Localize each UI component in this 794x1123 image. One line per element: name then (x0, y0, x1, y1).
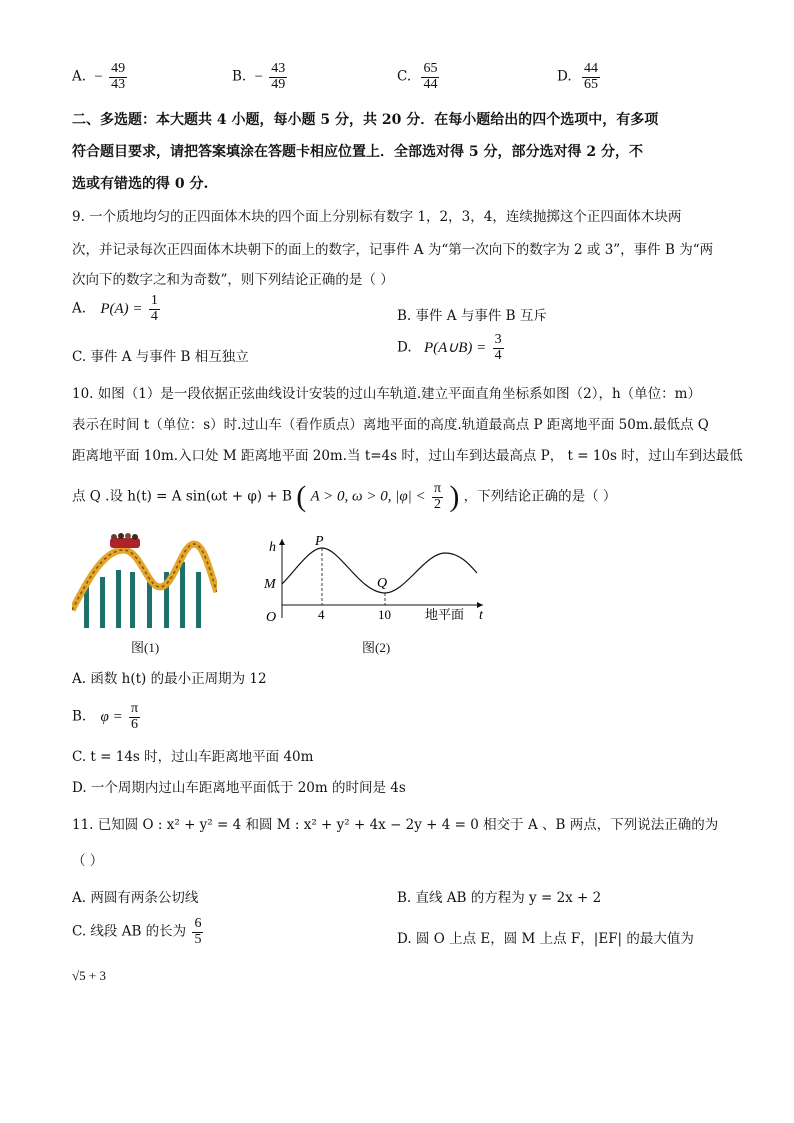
fraction (421, 62, 439, 92)
option-label: D. (397, 339, 412, 356)
numerator: π (130, 701, 139, 716)
fraction (149, 294, 160, 324)
option-label: A. (72, 300, 87, 317)
t-label: t (479, 608, 483, 623)
fraction (192, 917, 203, 947)
denominator: 43 (111, 76, 126, 92)
left-paren: ( (296, 480, 307, 513)
q8-option-b (232, 62, 289, 92)
q10-stem-line1: 10. 如图（1）是一段依据正弦曲线设计安装的过山车轨道.建立平面直角坐标系如图（2），h（单位：m） (72, 386, 701, 402)
numerator: 65 (423, 61, 438, 76)
math-expression: φ = (100, 708, 123, 725)
fraction (493, 333, 504, 363)
option-label: B. (232, 68, 247, 85)
q10-option-b (72, 702, 142, 732)
option-label: A. (72, 68, 87, 85)
q10-option-c: C. t = 14s 时，过山车距离地平面 40m (72, 749, 314, 765)
fraction (129, 702, 140, 732)
minus-sign: − (94, 68, 103, 85)
q11-option-a: A. 两圆有两条公切线 (72, 890, 199, 906)
q11-option-d-continued: √5 + 3 (72, 968, 106, 983)
q9-stem-line1: 9. 一个质地均匀的正四面体木块的四个面上分别标有数字 1，2，3，4，连续抛掷这个正四面体木块两 (72, 209, 682, 225)
q10-option-d: D. 一个周期内过山车距离地平面低于 20m 的时间是 4s (72, 780, 406, 796)
h-label: h (269, 540, 276, 555)
q11-stem-line1: 11. 已知圆 O : x² + y² = 4 和圆 M : x² + y² + 4x − 2y + 4 = 0 相交于 A 、B 两点，下列说法正确的为 (72, 817, 719, 833)
figure2-caption: 图(2) (362, 640, 391, 655)
q10-stem-line4 (72, 480, 616, 514)
q9-option-b: B. 事件 A 与事件 B 互斥 (397, 308, 547, 324)
option-label: D. (557, 68, 572, 85)
q8-option-d (557, 62, 602, 92)
section2-line1: 二、多选题：本大题共 4 小题，每小题 5 分，共 20 分．在每小题给出的四个选项中，有多项 (72, 112, 659, 128)
denominator: 4 (494, 347, 502, 363)
origin-label: O (266, 610, 277, 625)
q9-option-d (397, 333, 506, 363)
q9-stem-line2: 次，并记录每次正四面体木块朝下的面上的数字，记事件 A 为“第一次向下的数字为 2 或 3”，事件 B 为“两 (72, 242, 714, 258)
denominator: 65 (583, 76, 598, 92)
q10-stem-line2: 表示在时间 t（单位：s）时.过山车（看作质点）离地平面的高度.轨道最高点 P 距离地平面 50m.最低点 Q (72, 417, 709, 433)
figure1-caption: 图(1) (131, 640, 160, 655)
q9-option-c: C. 事件 A 与事件 B 相互独立 (72, 349, 249, 365)
tick-10: 10 (378, 607, 391, 622)
tick-4: 4 (318, 607, 325, 622)
numerator: 3 (494, 332, 502, 347)
q11-stem-line2: （ ） (72, 853, 104, 869)
q-label: Q (377, 576, 388, 591)
sine-graph (255, 533, 495, 628)
fraction (582, 62, 600, 92)
q8-option-c (397, 62, 441, 92)
numerator: 49 (111, 61, 126, 76)
q8-option-a (72, 62, 129, 92)
denominator: 44 (423, 76, 438, 92)
ground-label: 地平面 (425, 607, 465, 622)
denominator: 4 (150, 308, 158, 324)
numerator: π (433, 480, 442, 496)
q10-stem-line3: 距离地平面 10m.入口处 M 距离地平面 20m.当 t=4s 时，过山车到达最高点 P， t = 10s 时，过山车到达最低 (72, 448, 743, 464)
q9-option-a (72, 294, 162, 324)
q11-option-d: D. 圆 O 上点 E，圆 M 上点 F，|EF| 的最大值为 (397, 931, 694, 947)
option-label: C. (397, 68, 412, 85)
q11-option-b: B. 直线 AB 的方程为 y = 2x + 2 (397, 890, 602, 906)
m-label: M (264, 577, 276, 592)
roller-coaster-image (72, 532, 217, 628)
q11-option-c (72, 917, 205, 947)
function-definition: 点 Q .设 h(t) = A sin(ωt + φ) + B (72, 488, 292, 505)
numerator: 43 (271, 61, 286, 76)
right-paren: ) (449, 480, 460, 513)
p-label: P (315, 534, 324, 549)
numerator: 6 (194, 916, 202, 931)
fraction (432, 482, 443, 512)
denominator: 2 (433, 496, 441, 512)
numerator: 44 (583, 61, 598, 76)
conditions: A > 0, ω > 0, |φ| < (310, 488, 426, 505)
numerator: 1 (150, 293, 158, 308)
math-expression: P(A∪B) = (423, 339, 487, 356)
section2-line2: 符合题目要求，请把答案填涂在答题卡相应位置上．全部选对得 5 分，部分选对得 2 分，不 (72, 144, 643, 160)
denominator: 6 (131, 716, 139, 732)
denominator: 5 (194, 931, 202, 947)
fraction (109, 62, 127, 92)
section2-line3: 选或有错选的得 0 分. (72, 176, 209, 192)
denominator: 49 (271, 76, 286, 92)
math-expression: P(A) = (100, 300, 143, 317)
option-label: B. (72, 708, 87, 725)
q9-stem-line3: 次向下的数字之和为奇数”，则下列结论正确的是（ ） (72, 272, 394, 288)
fraction (269, 62, 287, 92)
q10-option-a: A. 函数 h(t) 的最小正周期为 12 (72, 671, 267, 687)
option-text: C. 线段 AB 的长为 (72, 923, 187, 940)
question-tail: ，下列结论正确的是（ ） (463, 488, 617, 505)
minus-sign: − (254, 68, 263, 85)
